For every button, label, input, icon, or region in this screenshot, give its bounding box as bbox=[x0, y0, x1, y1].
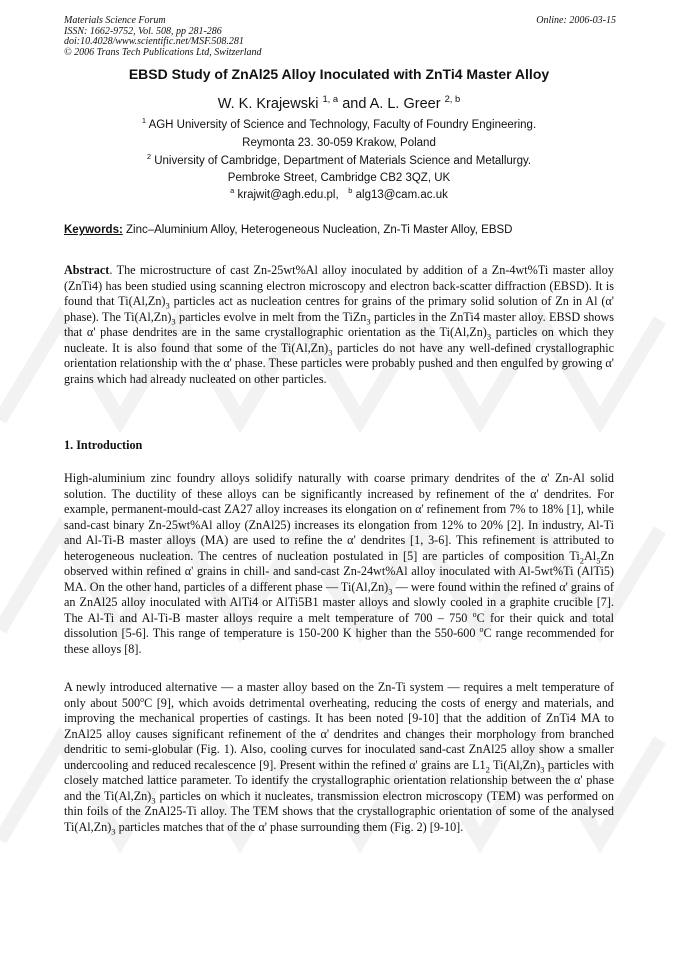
email-marker: b bbox=[348, 186, 353, 196]
email-marker: a bbox=[230, 186, 235, 196]
abstract-label: Abstract bbox=[64, 263, 110, 277]
keywords bbox=[64, 224, 624, 236]
affiliation-text: University of Cambridge, Department of Materials Science and Metallurgy. bbox=[154, 155, 532, 167]
author-affiliation-marker: 2, b bbox=[444, 93, 461, 105]
journal-doi: doi:10.4028/www.scientific.net/MSF.508.281 bbox=[64, 36, 244, 47]
email-link[interactable]: krajwit@agh.edu.pl, bbox=[237, 189, 339, 201]
affiliation-1 bbox=[0, 116, 678, 131]
section-heading: 1. Introduction bbox=[64, 438, 143, 452]
paper-title: EBSD Study of ZnAl25 Alloy Inoculated with ZnTi4 Master Alloy bbox=[128, 66, 550, 82]
journal-copyright: © 2006 Trans Tech Publications Ltd, Switzerland bbox=[64, 46, 262, 58]
body-paragraph: High-aluminium zinc foundry alloys solidify naturally with coarse primary dendrites of the α' Zn-Al solid solution. The ductility of these alloys can be significantly increased by refinement of the α' dendrites. For example, permanent-mould-cast ZA27 alloy increases its elongation on α' refinement from 7% to 18% [1], while sand-cast binary Zn-25wt%Al alloy (ZnAl25) increases its elongation from 12% to 20% [2]. In industry, Al-Ti and Al-Ti-B master alloys (MA) are used to refine the α' dendrites [1, 3-6]. This refinement is attributed to heterogeneous nucleation. The centres of nucleation postulated in [5] are particles of composition $Ti_2Al_5Zn$ observed within refined α' grains in chill- and sand-cast Zn-24wt%Al alloy inoculated with Al-5wt%Ti (AlTi5) MA. On the other hand, particles of a different phase — $Ti(Al,Zn)_3$ — were found within the refined α' grains of an ZnAl25 alloy inoculated with AlTi4 or AlTi5B1 master alloys and slowly cooled in a graphite crucible [7]. The Al-Ti and Al-Ti-B master alloys require a melt temperature of 700 – 750 $^o$C for their quick and total dissolution [5-6]. This range of temperature is 150-200 K higher than the 550-600 $^o$C range recommended for these alloys [8]. bbox=[64, 471, 614, 656]
abstract-paragraph: Abstract. The microstructure of cast Zn-25wt%Al alloy inoculated by addition of a Zn-4wt%Ti master alloy (ZnTi4) has been studied using scanning electron microscopy and electron back-scatter diffraction (EBSD). It is found that $Ti(Al,Zn)_3$ particles act as nucleation centres for grains of the primary solid solution of Zn in Al (α' phase). The $Ti(Al,Zn)_3$ particles evolve in melt from the TiZn$_3$ particles in the ZnTi4 master alloy. EBSD shows that α' phase dendrites are in the same crystallographic orientation as the $Ti(Al,Zn)_3$ particles on which they nucleate. It is also found that some of the $Ti(Al,Zn)_3$ particles do not have any well-defined crystallographic orientation relationship with the α' phase. These particles were probably pushed and then engulfed by growing α' grains which had already nucleated on other particles. bbox=[64, 263, 614, 386]
author-list bbox=[0, 93, 678, 112]
affiliation-2 bbox=[0, 152, 678, 167]
author-emails bbox=[0, 186, 678, 201]
journal-name: Materials Science Forum bbox=[64, 15, 166, 26]
keywords-text: Zinc–Aluminium Alloy, Heterogeneous Nucleation, Zn-Ti Master Alloy, EBSD bbox=[126, 224, 513, 236]
author-and: and bbox=[342, 96, 367, 112]
author-name: A. L. Greer bbox=[369, 96, 441, 112]
journal-issn: ISSN: 1662-9752, Vol. 508, pp 281-286 bbox=[64, 25, 222, 37]
affiliation-marker: 2 bbox=[146, 152, 152, 162]
author-name: W. K. Krajewski bbox=[217, 96, 319, 112]
affiliation-marker: 1 bbox=[141, 116, 146, 126]
online-date: Online: 2006-03-15 bbox=[536, 15, 616, 26]
keywords-label: Keywords: bbox=[64, 224, 123, 236]
author-affiliation-marker: 1, a bbox=[322, 93, 339, 105]
affiliation-2-address: Pembroke Street, Cambridge CB2 3QZ, UK bbox=[227, 172, 451, 184]
body-paragraph: A newly introduced alternative — a master alloy based on the Zn-Ti system — requires a melt temperature of only about 500$^o$C [9], which avoids detrimental overheating, reducing the costs of energy and materials, and improving the mechanical properties of castings. It has been noted [9-10] that the addition of ZnTi4 MA to ZnAl25 alloy causes significant refinement of the α' dendrites and changes their morphology from branched dendritic to semi-globular (Fig. 1). Also, cooling curves for inoculated sand-cast ZnAl25 alloy show a smaller undercooling and reduced recalescence [9]. Present within the refined α' grains are $L1_2$ $Ti(Al,Zn)_3$ particles with closely matched lattice parameter. To identify the crystallographic orientation relationship between the α' phase and the $Ti(Al,Zn)_3$ particles on which it nucleates, transmission electron microscopy (TEM) was performed on thin foils of the ZnAl25-Ti alloy. The TEM shows that the crystallographic orientation of some of the analysed $Ti(Al,Zn)_3$ particles matches that of the α' phase surrounding them (Fig. 2) [9-10]. bbox=[64, 680, 615, 836]
affiliation-1-address: Reymonta 23. 30-059 Krakow, Poland bbox=[242, 137, 436, 149]
affiliation-text: AGH University of Science and Technology, Faculty of Foundry Engineering. bbox=[148, 119, 537, 131]
email-link[interactable]: alg13@cam.ac.uk bbox=[355, 189, 448, 201]
journal-header bbox=[64, 16, 616, 58]
